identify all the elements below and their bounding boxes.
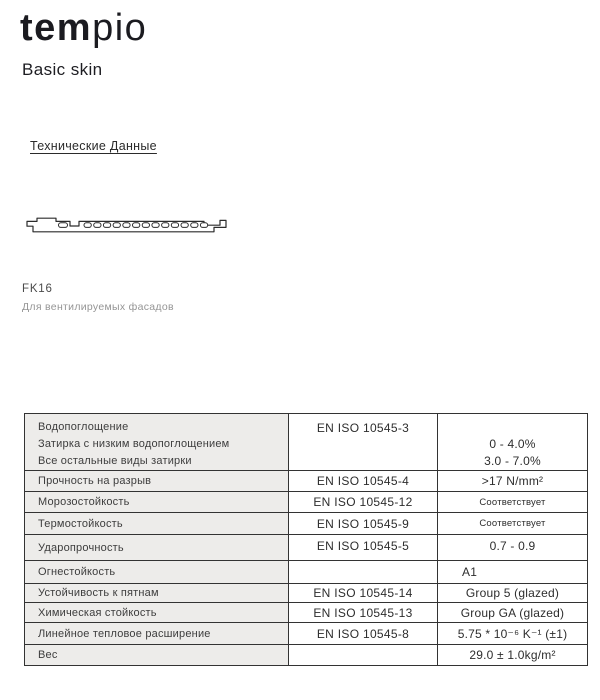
property-cell: [25, 492, 289, 512]
panel-hole: [162, 223, 169, 228]
table-row: [25, 471, 587, 492]
product-name: Basic skin: [22, 60, 103, 79]
standard-cell: [289, 645, 438, 665]
table-row: [25, 492, 587, 513]
standard-cell: [289, 492, 438, 512]
value-cell: [438, 623, 587, 644]
standard-cell: [289, 513, 438, 534]
value-text: 29.0 ± 1.0kg/m²: [469, 648, 556, 662]
property-label: Ударопрочность: [38, 541, 124, 554]
standard-cell: [289, 584, 438, 602]
property-cell: [25, 584, 289, 602]
panel-hole: [84, 223, 91, 228]
table-row: [25, 561, 587, 584]
table-row: [25, 645, 587, 665]
property-cell: [25, 603, 289, 622]
standard-label: EN ISO 10545-13: [313, 605, 413, 620]
property-label: Водопоглощение: [38, 420, 129, 433]
standard-cell: [289, 561, 438, 583]
value-cell: [438, 513, 587, 534]
standard-label: EN ISO 10545-3: [316, 421, 410, 435]
value-cell: [438, 603, 587, 622]
table-row: [25, 584, 587, 603]
standard-cell: [289, 414, 438, 470]
property-label: Огнестойкость: [38, 566, 116, 578]
property-cell: [25, 535, 289, 560]
value-cell: [438, 471, 587, 491]
value-text: Group 5 (glazed): [465, 586, 560, 600]
property-cell: [25, 623, 289, 644]
value-cell: [438, 492, 587, 512]
property-label: Прочность на разрыв: [38, 475, 152, 487]
panel-hole: [113, 223, 120, 228]
value-cell: [438, 561, 587, 583]
panel-hole: [133, 223, 140, 228]
panel-hole: [181, 223, 188, 228]
section-heading: Технические Данные: [30, 139, 157, 153]
brand-logo: [20, 6, 147, 50]
standard-cell: [289, 623, 438, 644]
value-text: 5.75 * 10⁻⁶ K⁻¹ (±1): [457, 626, 568, 641]
panel-hole: [171, 223, 178, 228]
value-text: Соответствует: [479, 518, 546, 529]
property-cell: [25, 471, 289, 491]
property-label: Затирка с низким водопоглощением: [38, 437, 230, 450]
value-text: 0 - 4.0%: [489, 436, 536, 451]
technical-spec-table: [24, 413, 588, 666]
value-text: [438, 418, 587, 435]
panel-hole: [142, 223, 149, 228]
panel-hole: [59, 223, 68, 228]
panel-hole: [103, 223, 110, 228]
panel-hole: [191, 223, 198, 228]
property-cell: [25, 414, 289, 470]
panel-hole: [94, 223, 101, 228]
property-cell: [25, 513, 289, 534]
value-cell: [438, 645, 587, 665]
value-text: 3.0 - 7.0%: [484, 454, 541, 469]
table-row: [25, 603, 587, 623]
standard-cell: [289, 603, 438, 622]
value-cell: [438, 535, 587, 560]
panel-cross-section-icon: [18, 211, 250, 241]
panel-hole: [152, 223, 159, 228]
value-text: Group GA (glazed): [460, 605, 565, 620]
panel-hole: [123, 223, 130, 228]
profile-code: FK16: [22, 283, 53, 295]
value-cell: [438, 584, 587, 602]
property-label: Химическая стойкость: [38, 606, 157, 619]
property-label: Устойчивость к пятнам: [38, 587, 159, 599]
profile-description: Для вентилируемых фасадов: [22, 301, 174, 313]
standard-label: EN ISO 10545-12: [313, 495, 413, 509]
standard-label: EN ISO 10545-14: [313, 586, 413, 600]
standard-label: EN ISO 10545-9: [316, 516, 410, 531]
table-row: [25, 414, 587, 471]
table-row: [25, 535, 587, 561]
property-cell: [25, 645, 289, 665]
value-text: 0.7 - 0.9: [489, 539, 536, 553]
value-text: A1: [462, 565, 478, 579]
standard-label: EN ISO 10545-8: [316, 626, 410, 641]
property-cell: [25, 561, 289, 583]
value-text: Соответствует: [479, 496, 546, 508]
property-label: Все остальные виды затирки: [38, 455, 192, 468]
standard-label: EN ISO 10545-5: [316, 539, 410, 553]
table-row: [25, 513, 587, 535]
property-label: Вес: [38, 649, 58, 661]
brand-logo-light: pio: [92, 7, 148, 49]
brand-logo-bold: tem: [20, 7, 93, 49]
property-label: Линейное тепловое расширение: [38, 627, 211, 640]
property-label: Морозостойкость: [38, 496, 130, 508]
table-row: [25, 623, 587, 645]
panel-hole: [200, 223, 207, 228]
property-label: Термостойкость: [38, 517, 123, 530]
value-text: >17 N/mm²: [481, 474, 544, 488]
standard-label: EN ISO 10545-4: [316, 474, 410, 488]
standard-cell: [289, 471, 438, 491]
standard-cell: [289, 535, 438, 560]
value-cell: [438, 414, 587, 470]
